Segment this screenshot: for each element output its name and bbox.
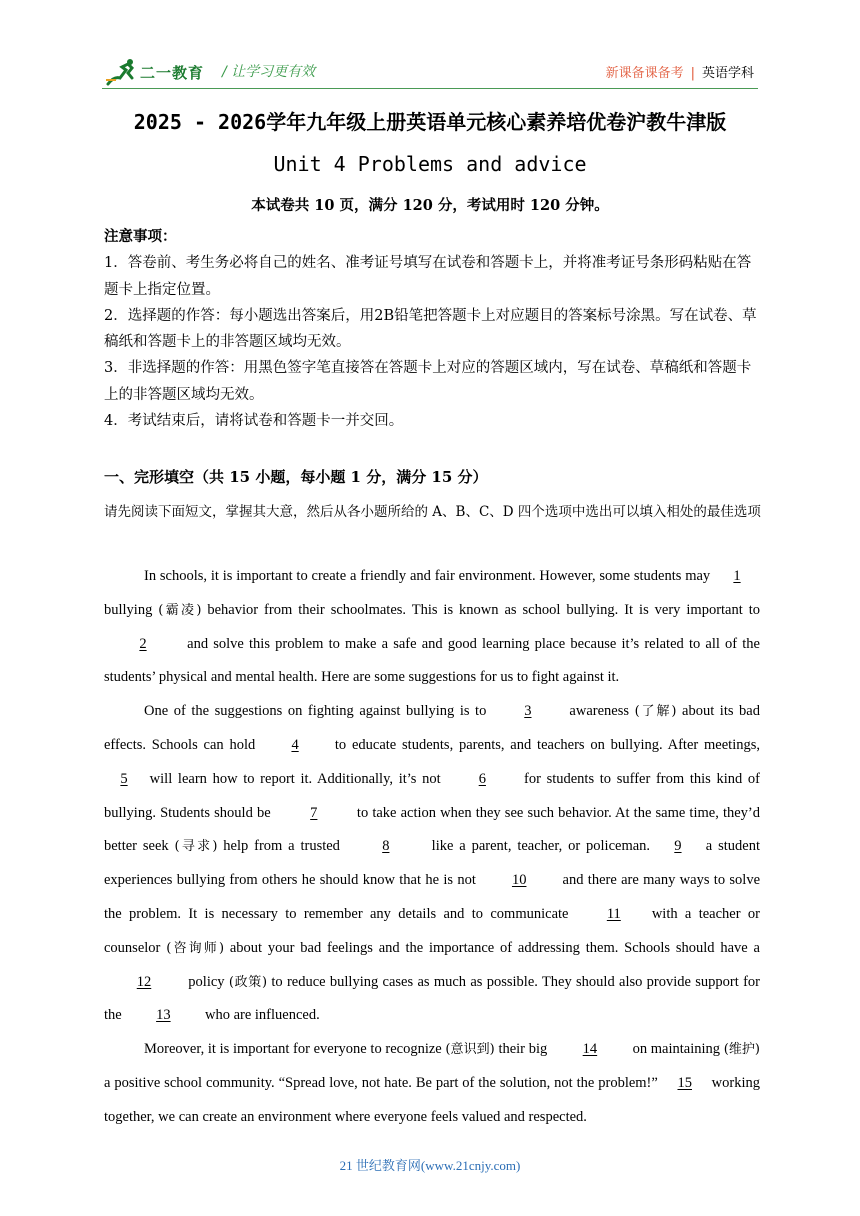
- header-slogan: / 让学习更有效: [222, 64, 316, 80]
- header-course-label: 新课备课备考: [605, 66, 684, 81]
- logo: [104, 58, 214, 88]
- passage-paragraph-2: One of the suggestions on fighting against bullying is to 3 awareness (了解) about its bad effects. Schools can hold 4 to educate students, parents, and teachers on bullying. After meetings, 5 will learn how to report it. Additionally, it’s not 6 for students to suffer from this kind of bullying. Students should be 7 to take action when they see such behavior. At the same time, they’d better seek (寻求) help from a trusted 8 like a parent, teacher, or policeman. 9 a student experiences bullying from others he should know that he is not 10 and there are many ways to solve the problem. It is necessary to remember any details and to communicate 11 with a teacher or counselor (咨询师) about your bad feelings and the importance of addressing them. Schools should have a 12 policy (政策) to reduce bullying cases as much as possible. They should also provide support for the 13 who are influenced.: [104, 695, 760, 1033]
- notes-item: 2．选择题的作答：每小题选出答案后，用2B铅笔把答题卡上对应题目的答案标号涂黑。写在试卷、草稿纸和答题卡上的非答题区域均无效。: [104, 307, 757, 351]
- blank-2: 2: [139, 635, 147, 652]
- blank-15: 15: [677, 1074, 692, 1091]
- section-title: 一、完形填空（共 15 小题，每小题 1 分，满分 15 分）: [104, 468, 488, 486]
- notes-heading: 注意事项：: [104, 228, 177, 245]
- blank-1: 1: [733, 568, 741, 584]
- header-subject-label: 英语学科: [701, 66, 754, 81]
- page-title: 2025 - 2026学年九年级上册英语单元核心素养培优卷沪教牛津版: [133, 110, 727, 134]
- blank-12: 12: [136, 973, 152, 990]
- exam-info: 本试卷共 10 页，满分 120 分，考试用时 120 分钟。: [251, 197, 609, 214]
- blank-14: 14: [582, 1041, 598, 1058]
- section-instruction: 请先阅读下面短文，掌握其大意，然后从各小题所给的 A、B、C、D 四个选项中选出可以填入相处的最佳选项: [104, 504, 761, 520]
- blank-3: 3: [524, 703, 532, 720]
- blank-8: 8: [382, 838, 390, 855]
- notes-section: [104, 224, 760, 434]
- blank-7: 7: [310, 804, 318, 821]
- unit-subtitle: Unit 4 Problems and advice: [273, 152, 587, 176]
- blank-10: 10: [511, 872, 527, 889]
- logo-text: 二一教育: [140, 64, 205, 82]
- blank-11: 11: [606, 905, 621, 922]
- blank-6: 6: [478, 770, 486, 787]
- page-header: [0, 0, 860, 100]
- header-right: [606, 62, 754, 81]
- notes-item: 3．非选择题的作答：用黑色签字笔直接答在答题卡上对应的答题区域内，写在试卷、草稿纸和答题卡上的非答题区域均无效。: [104, 360, 752, 403]
- cloze-passage: [104, 560, 760, 1135]
- page-footer: 21 世纪教育网(www.21cnjy.com): [339, 1158, 521, 1173]
- notes-item: 4．考试结束后，请将试卷和答题卡一并交回。: [104, 413, 404, 430]
- passage-paragraph-1: In schools, it is important to create a friendly and fair environment. However, some students may 1 bullying (霸凌) behavior from their schoolmates. This is known as school bullying. It is very important to 2 and solve this problem to make a safe and good learning place because it’s related to all of the students’ physical and mental health. Here are some suggestions for us to fight against it.: [104, 560, 760, 695]
- blank-9: 9: [674, 838, 682, 855]
- header-separator: |: [690, 66, 695, 81]
- passage-paragraph-3: Moreover, it is important for everyone to recognize (意识到) their big 14 on maintaining (维护) a positive school community. “Spread love, not hate. Be part of the solution, not the problem!” 15 working together, we can create an environment where everyone feels valued and respected.: [104, 1033, 760, 1134]
- blank-4: 4: [291, 736, 299, 753]
- notes-item: 1．答卷前、考生务必将自己的姓名、准考证号填写在试卷和答题卡上，并将准考证号条形码粘贴在答题卡上指定位置。: [104, 255, 752, 298]
- runner-logo-icon: [104, 58, 138, 88]
- blank-13: 13: [156, 1007, 171, 1024]
- blank-5: 5: [120, 770, 128, 787]
- header-divider: [102, 88, 758, 89]
